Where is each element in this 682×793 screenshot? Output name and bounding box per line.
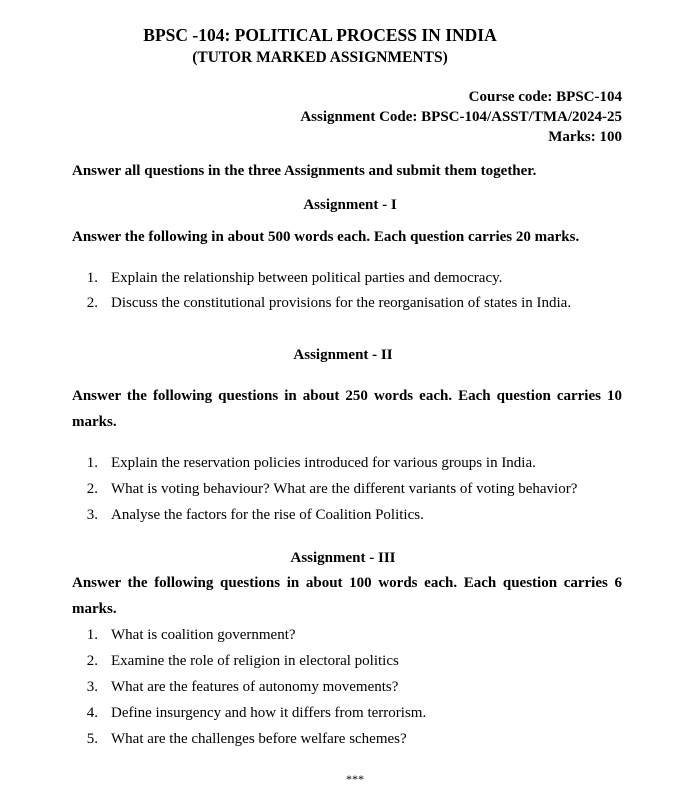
question-text: Discuss the constitutional provisions for the reorganisation of states in India. (111, 295, 572, 311)
question-number: 3. (86, 507, 98, 523)
document-subtitle: (TUTOR MARKED ASSIGNMENTS) (192, 49, 448, 66)
question-text: Explain the relationship between political parties and democracy. (111, 270, 503, 286)
question-number: 4. (86, 705, 98, 721)
question-text: What is coalition government? (111, 627, 296, 643)
question-text: What are the features of autonomy movements? (111, 679, 399, 695)
assignment-3-heading: Assignment - III (290, 550, 396, 566)
question-number: 1. (86, 455, 98, 471)
question-number: 2. (86, 481, 98, 497)
question-text: Define insurgency and how it differs from terrorism. (111, 705, 427, 721)
question-text: What is voting behaviour? What are the different variants of voting behavior? (111, 481, 578, 497)
question-text: Explain the reservation policies introduced for various groups in India. (111, 455, 536, 471)
assignment-1-instruction: Answer the following in about 500 words each. Each question carries 20 marks. (72, 229, 580, 245)
assignment-1-heading: Assignment - I (303, 197, 397, 213)
assignment-3-instruction-cont: marks. (72, 601, 117, 617)
question-text: What are the challenges before welfare schemes? (111, 731, 407, 747)
assignment-3-instruction: Answer the following questions in about 100 words each. Each question carries 6 (72, 575, 622, 591)
question-number: 5. (86, 731, 98, 747)
question-number: 3. (86, 679, 98, 695)
assignment-2-instruction-cont: marks. (72, 414, 117, 430)
course-code: Course code: BPSC-104 (468, 89, 622, 105)
question-text: Analyse the factors for the rise of Coalition Politics. (111, 507, 424, 523)
question-number: 1. (86, 270, 98, 286)
total-marks: Marks: 100 (548, 129, 622, 145)
question-number: 2. (86, 653, 98, 669)
question-number: 1. (86, 627, 98, 643)
document-title: BPSC -104: POLITICAL PROCESS IN INDIA (143, 25, 497, 45)
end-marker: *** (346, 772, 364, 786)
general-instruction: Answer all questions in the three Assignments and submit them together. (72, 163, 537, 179)
question-number: 2. (86, 295, 98, 311)
question-text: Examine the role of religion in electoral politics (111, 653, 399, 669)
assignment-code: Assignment Code: BPSC-104/ASST/TMA/2024-25 (300, 109, 622, 125)
assignment-2-heading: Assignment - II (293, 347, 393, 363)
assignment-2-instruction: Answer the following questions in about 250 words each. Each question carries 10 (72, 388, 622, 404)
